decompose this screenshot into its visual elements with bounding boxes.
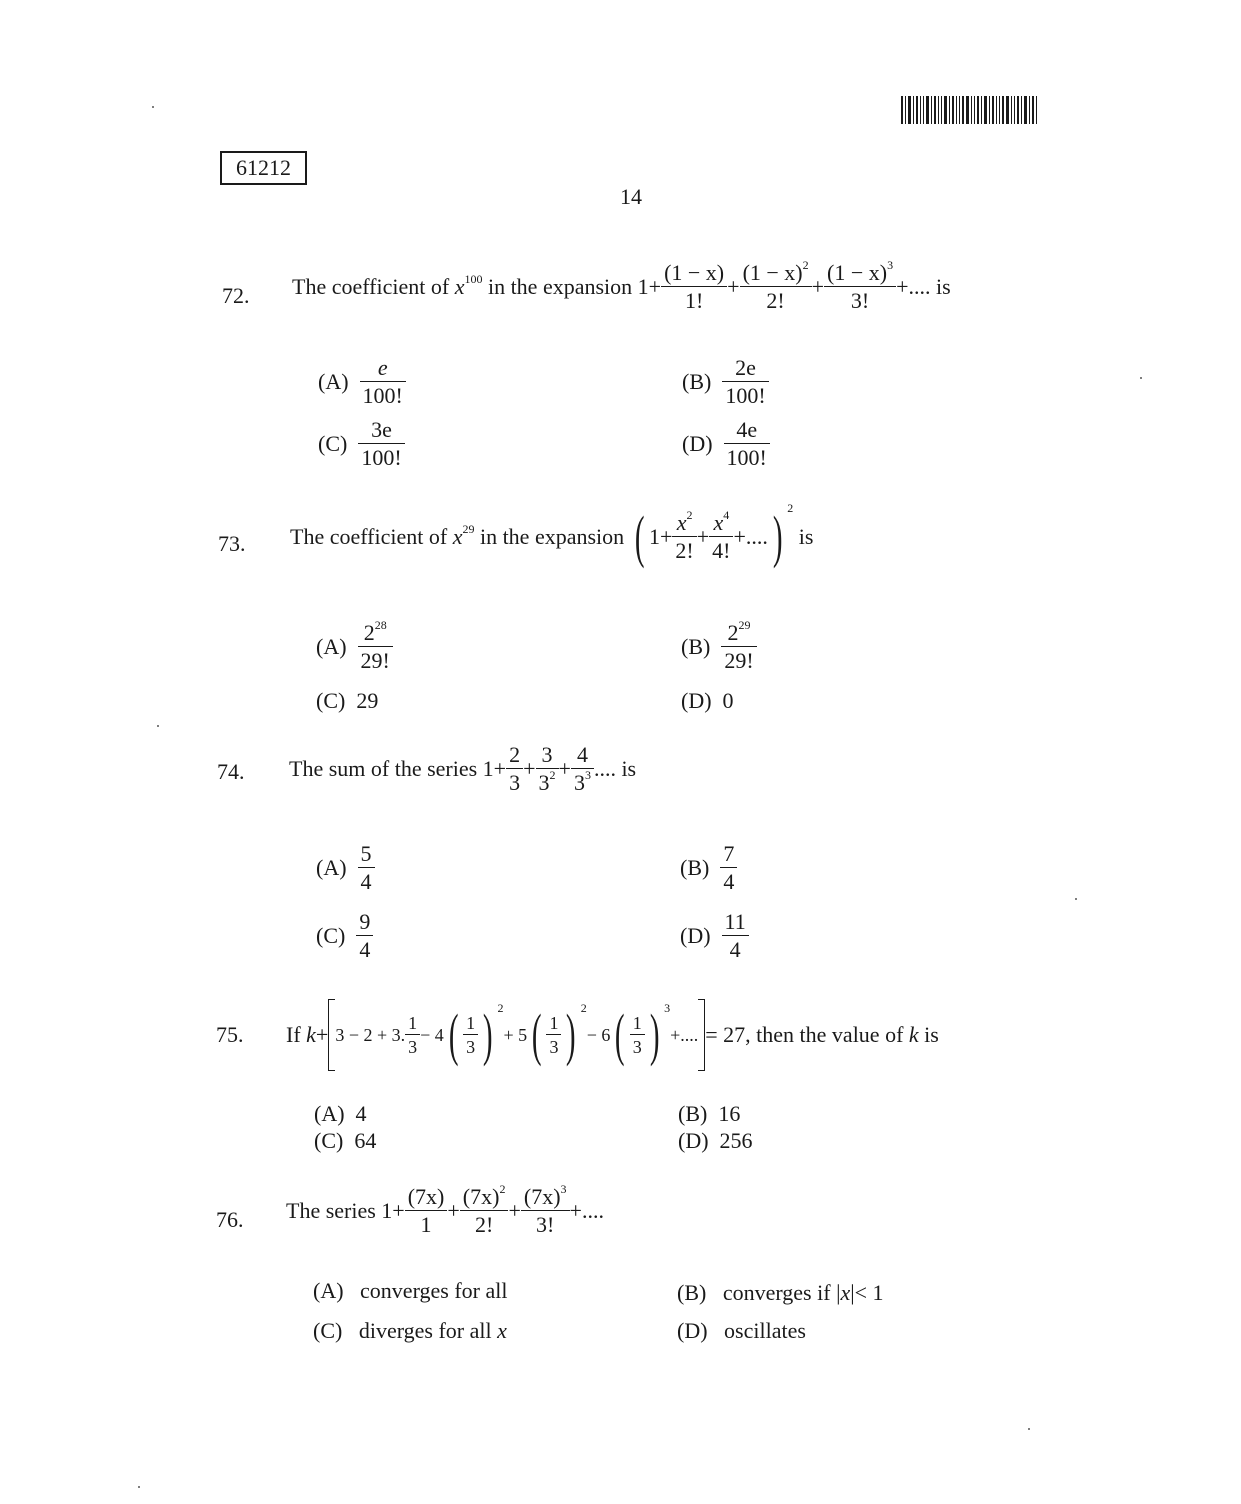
question-number: 73. <box>218 531 246 556</box>
scan-speck <box>1140 377 1142 379</box>
scan-speck <box>138 1486 140 1488</box>
question-stem: The sum of the series 1+ $\frac{2}{3}$ + $\frac{3}{3^2}$ + $\frac{4}{3^3}$ .... is <box>289 742 637 795</box>
barcode <box>901 96 1056 124</box>
option-c[interactable]: (C) 29 <box>316 688 379 713</box>
question-number: 72. <box>222 283 250 308</box>
fraction: $\frac{(1 - x)^2}{2!}$ <box>740 262 812 312</box>
question-number: 74. <box>217 759 245 784</box>
scan-speck <box>1075 898 1077 900</box>
option-a[interactable]: (A) $\frac{5}{4}$ <box>316 843 375 893</box>
option-b[interactable]: (B) $\frac{2e}{100!}$ <box>682 357 769 407</box>
page-number: 14 <box>620 184 642 209</box>
option-b[interactable]: (B) $\frac{7}{4}$ <box>680 843 737 893</box>
option-d[interactable]: (D) oscillates <box>677 1318 806 1343</box>
option-d[interactable]: (D) $\frac{11}{4}$ <box>680 911 749 961</box>
option-b[interactable]: (B) converges if |x|< 1 <box>677 1280 884 1305</box>
scan-speck <box>1028 1428 1030 1430</box>
question-stem: The coefficient of $x^{29}$ in the expansion ( 1+ $\frac{x^2}{2!}$ + $\frac{x^4}{4!}$ +....) $^2$ is <box>290 501 814 569</box>
question-stem: The coefficient of $x^{100}$ in the expansion 1+ $\frac{(1 - x)}{1!}$ + $\frac{(1 - x)^2}{2!}$ + $\frac{(1 - x)^3}{3!}$ +.... is <box>292 258 951 313</box>
option-c[interactable]: (C) $\frac{3e}{100!}$ <box>318 419 405 469</box>
option-d[interactable]: (D) $\frac{4e}{100!}$ <box>682 419 770 469</box>
option-d[interactable]: (D) 256 <box>678 1128 753 1153</box>
option-c[interactable]: (C) $\frac{9}{4}$ <box>316 911 373 961</box>
option-a[interactable]: (A) converges for all <box>313 1278 508 1303</box>
option-d[interactable]: (D) 0 <box>681 688 734 713</box>
question-stem: If k+ 3 − 2 + 3. $\frac{1}{3}$ − 4( $\frac{1}{3}$ ) $^2$+ 5( $\frac{1}{3}$ ) $^2$− 6( $\frac{1}{3}$ ) $^3$+.... = 27, then the value of k is <box>286 999 939 1071</box>
fraction: $\frac{(1 - x)^3}{3!}$ <box>824 262 896 312</box>
paper-code: 61212 <box>220 151 307 185</box>
question-number: 76. <box>216 1207 244 1232</box>
option-c[interactable]: (C) 64 <box>314 1128 377 1153</box>
fraction: $\frac{(1 - x)}{1!}$ <box>661 262 727 312</box>
option-a[interactable]: (A) $\frac{2^{28}}{29!}$ <box>316 622 393 672</box>
option-c[interactable]: (C) diverges for all x <box>313 1318 507 1343</box>
question-stem: The series 1+ $\frac{(7x)}{1}$ + $\frac{(7x)^2}{2!}$ + $\frac{(7x)^3}{3!}$ +.... <box>286 1182 604 1237</box>
scan-speck <box>152 106 154 108</box>
option-a[interactable]: (A) 4 <box>314 1101 367 1126</box>
option-b[interactable]: (B) 16 <box>678 1101 741 1126</box>
scan-speck <box>157 725 159 727</box>
option-a[interactable]: (A) $\frac{e}{100!}$ <box>318 357 406 407</box>
question-number: 75. <box>216 1022 244 1047</box>
option-b[interactable]: (B) $\frac{2^{29}}{29!}$ <box>681 622 757 672</box>
